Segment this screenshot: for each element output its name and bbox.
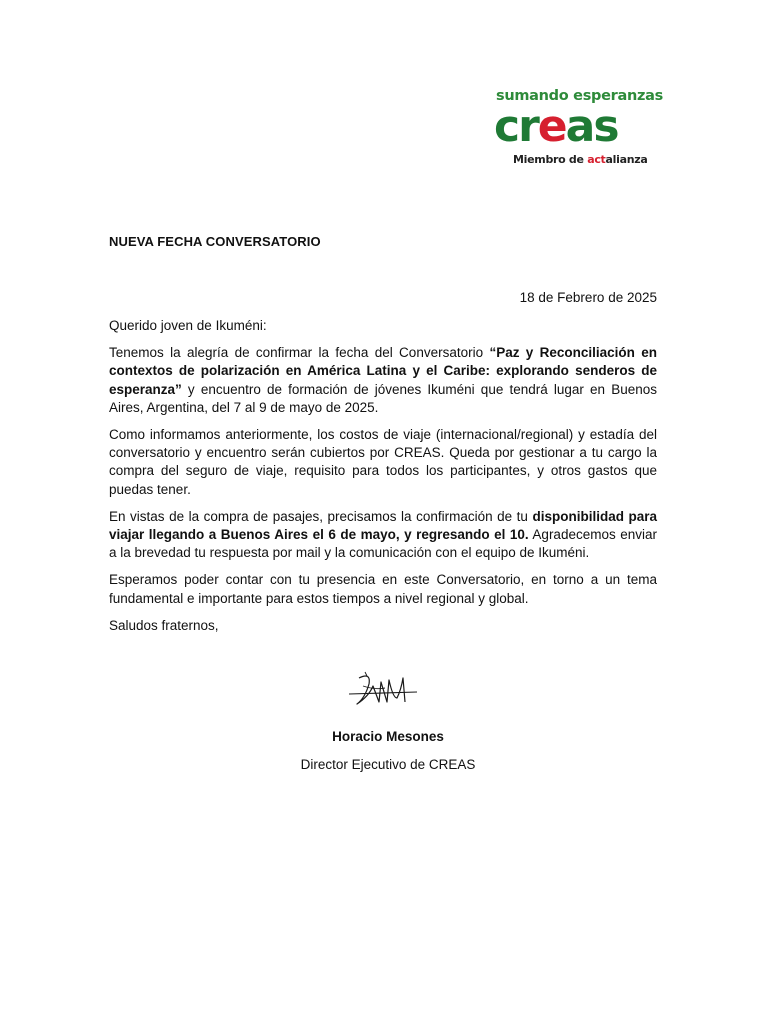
paragraph-1-text-c: y encuentro de formación de jóvenes Ikuméni que tendrá lugar en Buenos Aires, Argentina, del 7 al 9 de mayo de 2025.	[109, 381, 657, 415]
availability-request: disponibilidad para viajar llegando a Buenos Aires el 6 de mayo, y regresando el 10.	[109, 508, 658, 543]
logo-wordmark-prefix: cr	[494, 101, 538, 152]
paragraph-1	[109, 344, 657, 417]
membership-alianza: alianza	[605, 153, 648, 166]
signer-name: Horacio Mesones	[332, 729, 444, 744]
paragraph-1-text-a: Tenemos la alegría de confirmar la fecha del Conversatorio	[109, 345, 490, 361]
closing: Saludos fraternos,	[109, 617, 219, 633]
paragraph-3	[109, 508, 657, 563]
anchor-icon	[508, 123, 520, 137]
paragraph-4: Esperamos poder contar con tu presencia en este Conversatorio, en torno a un tema fundamental e importante para estos tiempos a nivel regional y global.	[109, 572, 657, 606]
logo-wordmark-e: e	[537, 101, 566, 152]
greeting: Querido joven de Ikuméni:	[109, 318, 267, 333]
logo-tagline: sumando esperanzas	[496, 88, 663, 104]
creas-logo	[494, 86, 663, 170]
letter-date: 18 de Febrero de 2025	[519, 290, 657, 305]
logo-wordmark-suffix: as	[565, 101, 618, 152]
logo-membership	[513, 153, 647, 166]
handwritten-signature	[345, 668, 421, 712]
membership-act: act	[587, 153, 606, 166]
letter-subject: NUEVA FECHA CONVERSATORIO	[109, 234, 321, 249]
paragraph-2: Como informamos anteriormente, los costos de viaje (internacional/regional) y estadía del conversatorio y encuentro serán cubiertos por CREAS. Queda por gestionar a tu cargo la compra del seguro de viaje, requisito para todos los participantes, y otros gastos que puedas tener.	[109, 427, 657, 497]
paragraph-3-text-a: En vistas de la compra de pasajes, precisamos la confirmación de tu	[109, 508, 533, 524]
paragraph-3-text-c: Agradecemos enviar a la brevedad tu respuesta por mail y la comunicación con el equipo de Ikuméni.	[109, 527, 657, 561]
membership-text: Miembro de	[513, 153, 588, 166]
signer-title: Director Ejecutivo de CREAS	[300, 757, 476, 772]
event-title: “Paz y Reconciliación en contextos de polarización en América Latina y el Caribe: explorando senderos de esperanza”	[109, 345, 657, 397]
letter-body	[109, 317, 657, 644]
